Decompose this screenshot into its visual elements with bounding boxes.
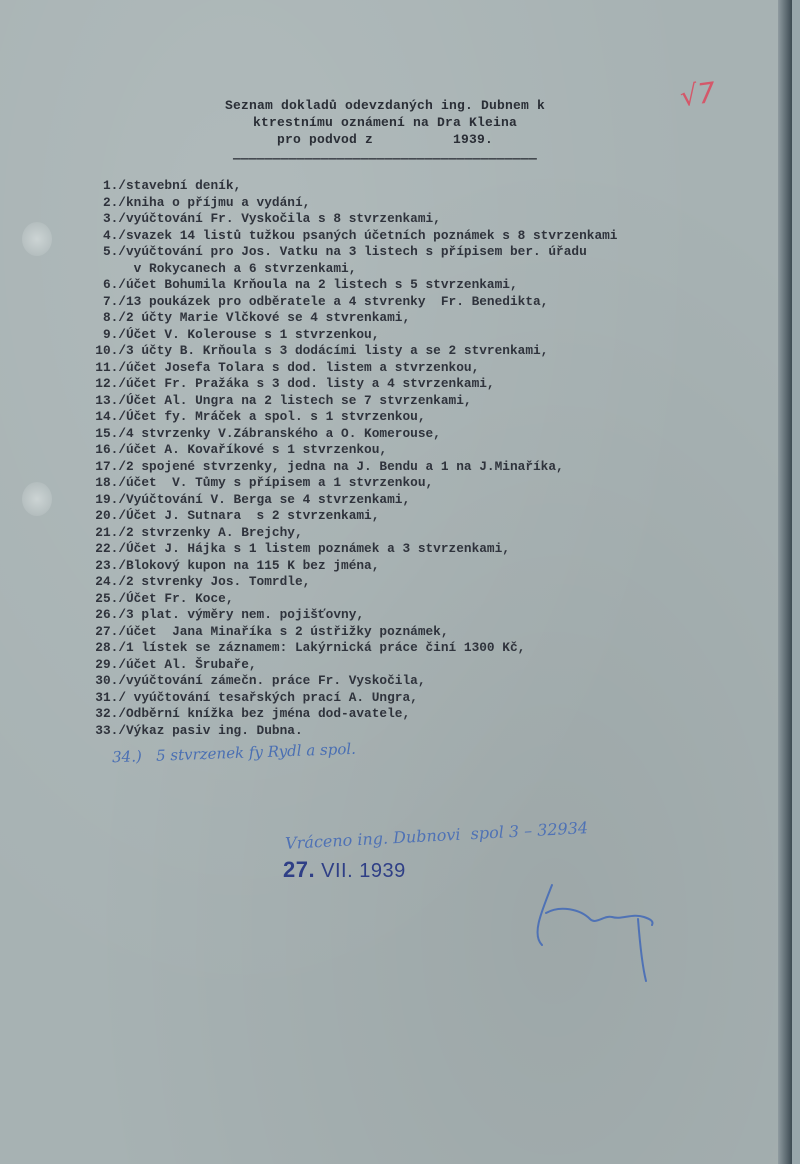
list-item <box>88 657 778 674</box>
list-item-number: 16./ <box>95 442 126 457</box>
list-item-text: svazek 14 listů tužkou psaných účetních poznámek s 8 stvrzenkami <box>126 227 618 243</box>
list-item-number: 7./ <box>102 293 126 309</box>
list-item-text: 2 spojené stvrzenky, jedna na J. Bendu a 1 na J.Minaříka, <box>126 458 564 474</box>
list-item <box>88 607 778 624</box>
list-item-text: 3 účty B. Krňoula s 3 dodácími listy a se 2 stvrenkami, <box>126 343 549 358</box>
list-item <box>88 541 778 558</box>
list-item <box>88 492 778 509</box>
list-item-number: 17./ <box>95 458 126 474</box>
list-item-number: 19./ <box>95 491 126 507</box>
signature <box>520 875 670 985</box>
list-item-text: 2 účty Marie Vlčkové se 4 stvrenkami, <box>126 310 411 325</box>
list-item-number: 33./ <box>95 722 126 738</box>
list-item <box>88 624 778 641</box>
list-item-text: Výkaz pasiv ing. Dubna. <box>126 722 303 738</box>
list-item-number: 4./ <box>102 227 126 243</box>
list-item <box>88 442 778 459</box>
list-item-text: Účet Fr. Koce, <box>126 590 234 606</box>
list-item-text: Účet V. Kolerouse s 1 stvrzenkou, <box>126 326 380 342</box>
list-item <box>88 673 778 690</box>
list-item-text: kniha o příjmu a vydání, <box>126 194 311 210</box>
list-item-number: 24./ <box>95 574 126 589</box>
list-item <box>88 195 778 212</box>
list-item <box>88 459 778 476</box>
list-item-number: 10./ <box>95 343 126 358</box>
list-item-text: 2 stvrzenky A. Brejchy, <box>126 524 303 540</box>
list-item-number: 11./ <box>95 359 126 375</box>
list-item-text: vyúčtování zámečn. práce Fr. Vyskočila, <box>126 673 426 688</box>
punch-hole-mark <box>22 222 52 256</box>
header-line-1: Seznam dokladů odevzdaných ing. Dubnem k <box>224 98 546 113</box>
header-line-3: pro podvod z 1939. <box>276 132 494 147</box>
list-item <box>88 244 778 277</box>
list-item <box>88 393 778 410</box>
stamp-day: 27. <box>283 857 316 882</box>
list-item-number: 22./ <box>95 541 126 556</box>
list-item <box>88 706 778 723</box>
list-item-text: Blokový kupon na 115 K bez jména, <box>126 557 380 573</box>
list-item-text: 4 stvrzenky V.Zábranského a O. Komerouse, <box>126 425 441 441</box>
list-item <box>88 211 778 228</box>
list-item <box>88 640 778 657</box>
list-item-number: 15./ <box>95 425 126 441</box>
stamp-month-year: VII. 1939 <box>315 860 406 882</box>
list-item <box>88 508 778 525</box>
list-item-text: stavební deník, <box>126 178 242 193</box>
list-item <box>88 525 778 542</box>
list-item-text: vyúčtování tesařských prací A. Ungra, <box>126 689 418 705</box>
list-item-number: 20./ <box>95 508 126 523</box>
list-item <box>88 277 778 294</box>
date-stamp <box>283 857 406 883</box>
document-list <box>88 178 778 739</box>
list-item-text: účet V. Tůmy s přípisem a 1 stvrzenkou, <box>126 475 434 490</box>
document-header <box>150 97 620 167</box>
list-item-number: 27./ <box>95 623 126 639</box>
header-rule: —————————————————————————————————————— <box>232 151 538 166</box>
list-item <box>88 558 778 575</box>
list-item-text: účet Al. Šrubaře, <box>126 656 257 672</box>
list-item <box>88 426 778 443</box>
list-item-text: 13 poukázek pro odběratele a 4 stvrenky Fr. Benedikta, <box>126 293 549 309</box>
list-item <box>88 228 778 245</box>
list-item-text: Účet Al. Ungra na 2 listech se 7 stvrzenkami, <box>126 392 472 408</box>
list-item-number: 12./ <box>95 376 126 391</box>
list-item-text: Vyúčtování V. Berga se 4 stvrzenkami, <box>126 491 411 507</box>
list-item-text: účet Jana Minaříka s 2 ústřižky poznámek, <box>126 623 449 639</box>
list-item <box>88 327 778 344</box>
list-item-number: 31./ <box>95 689 126 705</box>
list-item <box>88 294 778 311</box>
list-item-number: 30./ <box>95 673 126 688</box>
header-line-2: ktrestnímu oznámení na Dra Kleina <box>252 115 518 130</box>
list-item-text: Odběrní knížka bez jména dod-avatele, <box>126 706 411 721</box>
list-item-number: 28./ <box>95 640 126 655</box>
list-item <box>88 723 778 740</box>
list-item-text: 1 lístek se záznamem: Lakýrnická práce činí 1300 Kč, <box>126 640 526 655</box>
list-item-number: 8./ <box>102 310 126 325</box>
list-item-number: 1./ <box>102 178 126 193</box>
list-item <box>88 376 778 393</box>
list-item <box>88 310 778 327</box>
list-item-text: účet Bohumila Krňoula na 2 listech s 5 stvrzenkami, <box>126 277 518 292</box>
list-item-number: 13./ <box>95 392 126 408</box>
list-item-text: 3 plat. výměry nem. pojišťovny, <box>126 607 365 622</box>
list-item-text: účet Josefa Tolara s dod. listem a stvrzenkou, <box>126 359 480 375</box>
list-item <box>88 574 778 591</box>
page-edge-shadow <box>778 0 792 1164</box>
list-item-number: 5./ <box>102 244 126 259</box>
list-item-number: 2./ <box>102 194 126 210</box>
punch-hole-mark <box>22 482 52 516</box>
list-item-number: 18./ <box>95 475 126 490</box>
handwritten-note: Vráceno ing. Dubnovi spol 3 – 32934 <box>284 818 589 853</box>
list-item-number: 6./ <box>102 277 126 292</box>
list-item-number: 26./ <box>95 607 126 622</box>
list-item <box>88 178 778 195</box>
list-item-text: účet Fr. Pražáka s 3 dod. listy a 4 stvrzenkami, <box>126 376 495 391</box>
list-item <box>88 343 778 360</box>
list-item-number: 32./ <box>95 706 126 721</box>
list-item-text: Účet J. Hájka s 1 listem poznámek a 3 stvrzenkami, <box>126 541 510 556</box>
list-item-number: 3./ <box>102 211 126 226</box>
list-item <box>88 360 778 377</box>
list-item-number: 25./ <box>95 590 126 606</box>
list-item-number: 14./ <box>95 409 126 424</box>
list-item-text: vyúčtování pro Jos. Vatku na 3 listech s přípisem ber. úřadu v Rokycanech a 6 stvrzenkami, <box>126 244 587 276</box>
list-item-text: Účet fy. Mráček a spol. s 1 stvrzenkou, <box>126 409 426 424</box>
list-item <box>88 690 778 707</box>
list-item-text: 2 stvrenky Jos. Tomrdle, <box>126 574 311 589</box>
list-item <box>88 591 778 608</box>
list-item-text: účet A. Kovaříkové s 1 stvrzenkou, <box>126 442 388 457</box>
list-item <box>88 409 778 426</box>
handwritten-item: 34.) 5 stvrzenek fy Rydl a spol. <box>111 739 357 767</box>
list-item-number: 29./ <box>95 656 126 672</box>
list-item-text: Účet J. Sutnara s 2 stvrzenkami, <box>126 508 380 523</box>
list-item-number: 23./ <box>95 557 126 573</box>
margin-mark: √7 <box>677 75 718 114</box>
list-item-number: 9./ <box>102 326 126 342</box>
list-item-text: vyúčtování Fr. Vyskočila s 8 stvrzenkami, <box>126 211 441 226</box>
list-item-number: 21./ <box>95 524 126 540</box>
list-item <box>88 475 778 492</box>
